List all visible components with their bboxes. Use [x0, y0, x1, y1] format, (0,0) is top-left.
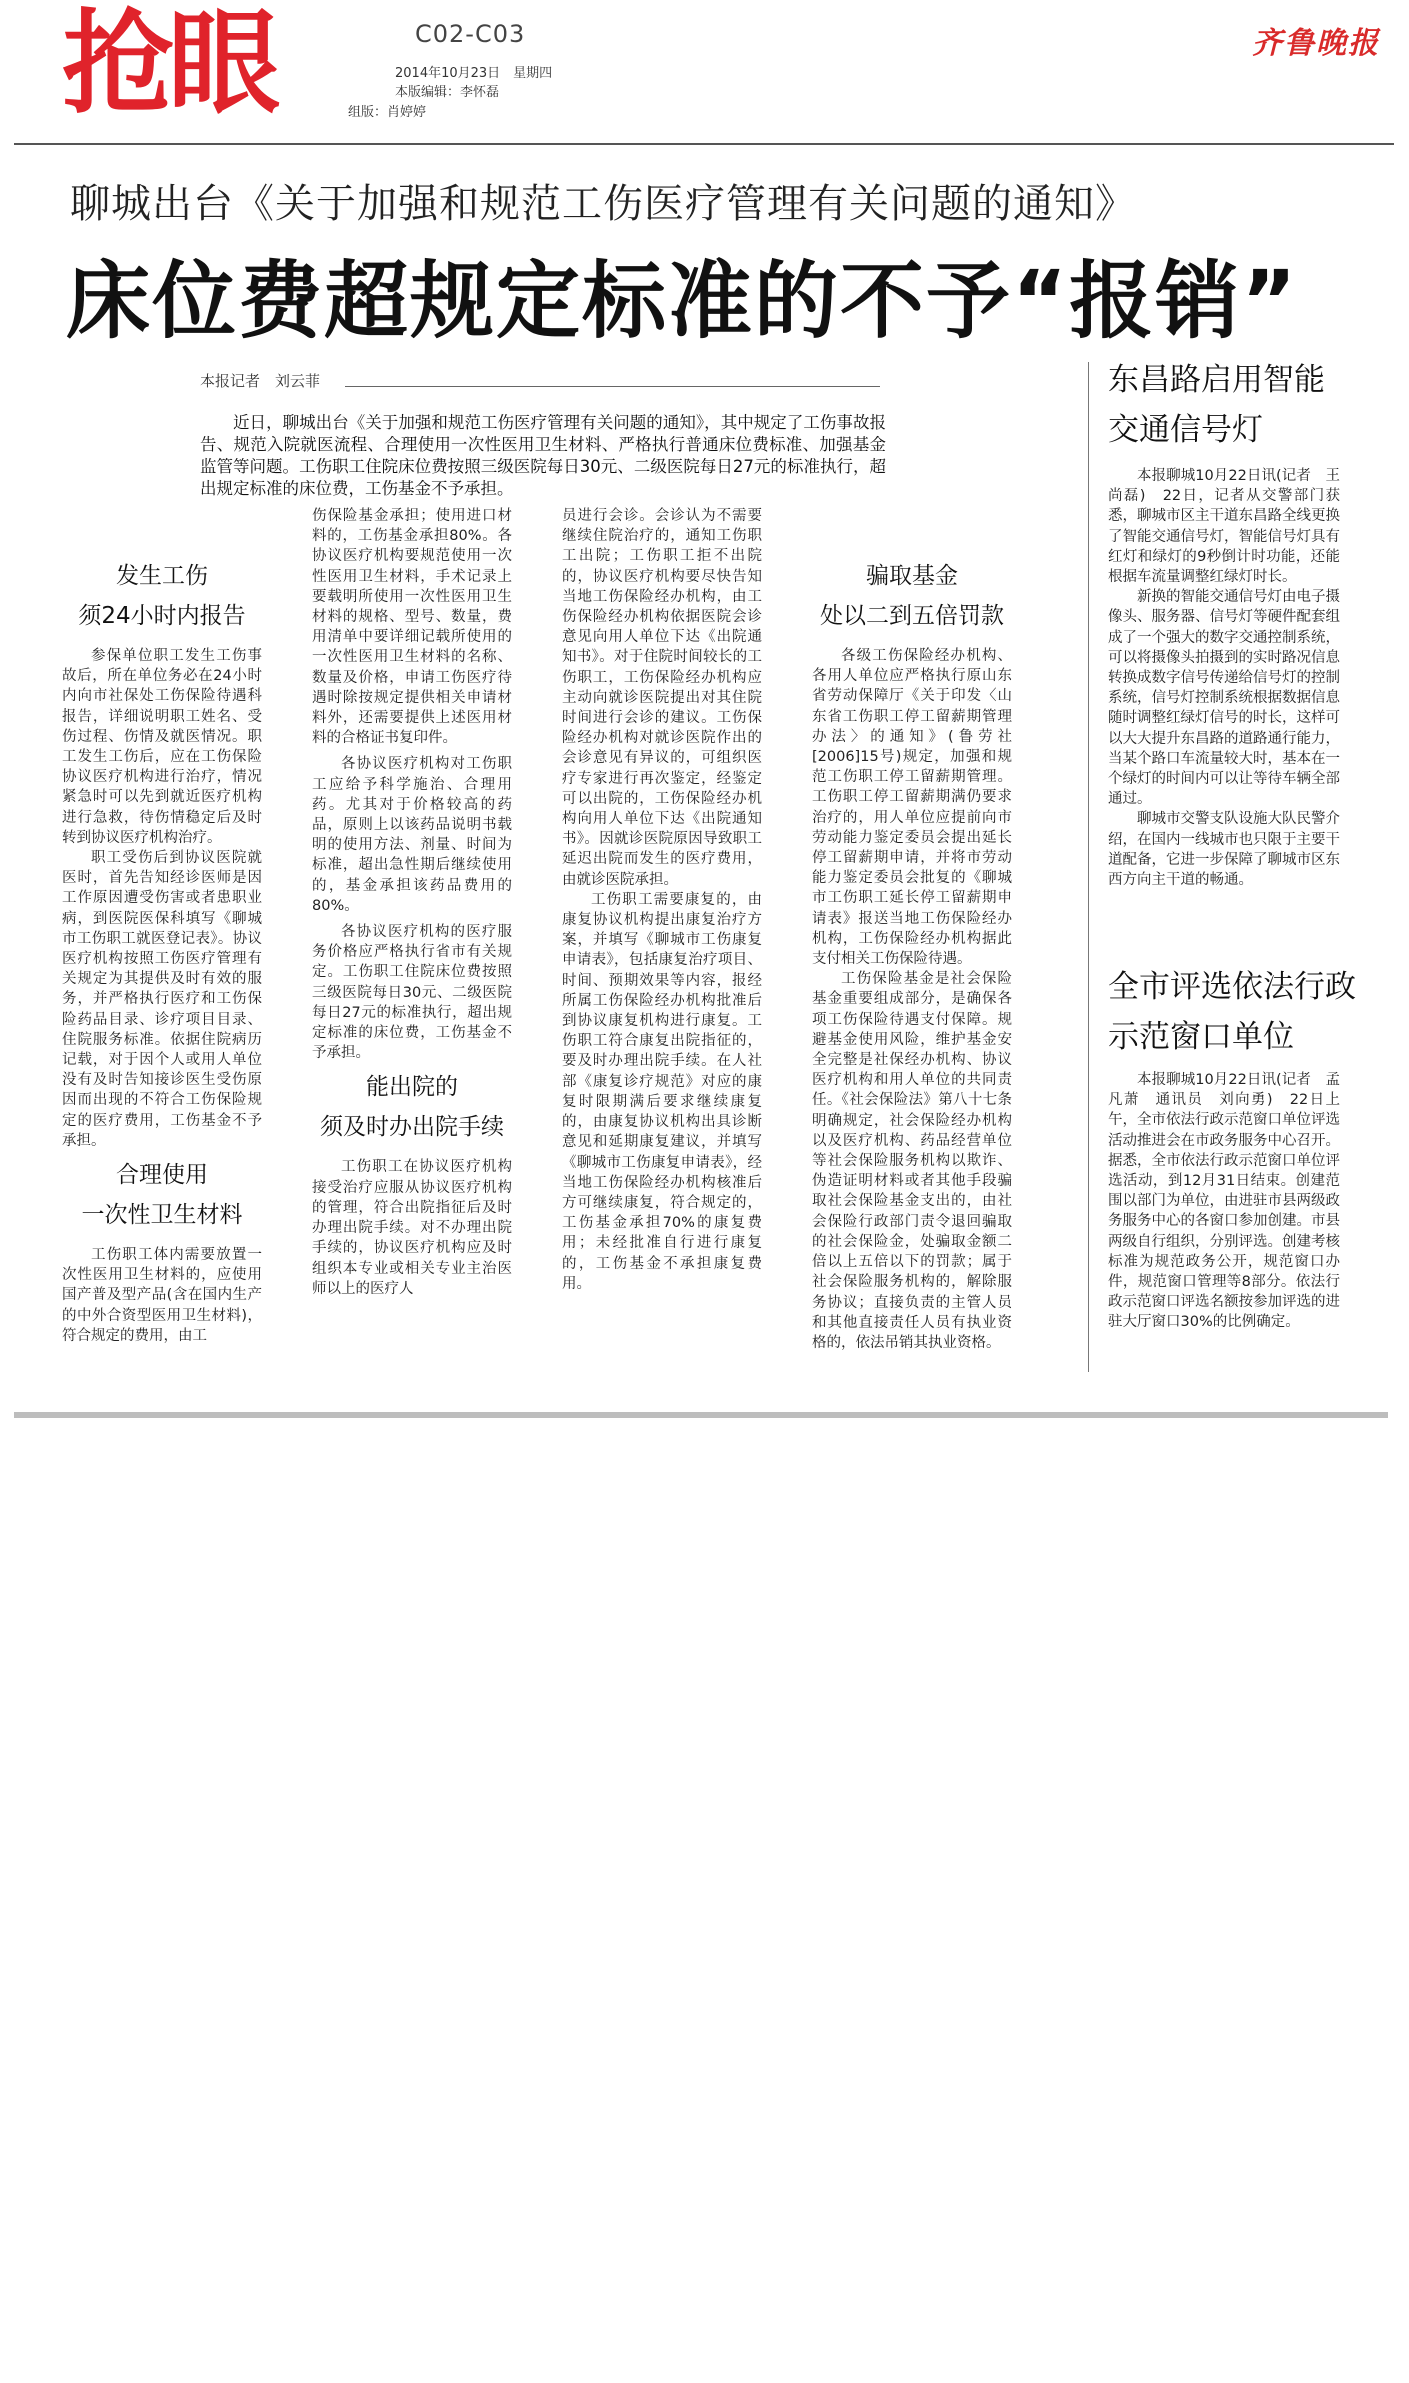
page-designer: 组版：肖婷婷 [348, 105, 427, 120]
byline-rule [345, 386, 880, 387]
paragraph: 工伤职工在协议医疗机构接受治疗应服从协议医疗机构的管理，符合出院指征后及时办理出院手续。对不办理出院手续的，协议医疗机构应及时组织本专业或相关专业主治医师以上的医疗人 [312, 1159, 512, 1297]
sidebar-headline-window: 全市评选依法行政 示范窗口单位 [1108, 969, 1356, 1055]
sidebar-body-window [1108, 1070, 1340, 1333]
article-lead: 近日，聊城出台《关于加强和规范工伤医疗管理有关问题的通知》，其中规定了工伤事故报告、规范入院就医流程、合理使用一次性医用卫生材料、严格执行普通床位费标准、加强基金监管等问题。工伤职工住院床位费按照三级医院每日30元、二级医院每日27元的标准执行，超出规定标准的床位费，工伤基金不予承担。 [200, 413, 886, 498]
article-headline: 床位费超规定标准的不予“报销” [66, 252, 1299, 350]
subhead-discharge: 能出院的 须及时办出院手续 [320, 1074, 504, 1141]
article-byline: 本报记者 刘云菲 [200, 372, 321, 390]
sidebar-body-traffic [1108, 466, 1340, 890]
issue-date: 2014年10月23日 星期四 [395, 66, 553, 81]
sidebar-divider [1088, 362, 1089, 1372]
column-1 [62, 552, 262, 1346]
column-2 [312, 506, 512, 1299]
paragraph: 各协议医疗机构对工伤职工应给予科学施治、合理用药。尤其对于价格较高的药品，原则上以该药品说明书载明的使用方法、剂量、时间为标准，超出急性期后继续使用的，基金承担该药品费用的80%。 [312, 756, 512, 914]
subhead-report: 发生工伤 须24小时内报告 [78, 563, 246, 629]
paragraph: 各协议医疗机构的医疗服务价格应严格执行省市有关规定。工伤职工住院床位费按照三级医院每日30元、二级医院每日27元的标准执行，超出规定标准的床位费，工伤基金不予承担。 [312, 924, 512, 1062]
paragraph: 参保单位职工发生工伤事故后，所在单位务必在24小时内向市社保处工伤保险待遇科报告，详细说明职工姓名、受伤过程、伤情及就医情况。职工发生工伤后，应在工伤保险协议医疗机构进行治疗，情况紧急时可以先到就近医疗机构进行急救，待伤情稳定后及时转到协议医疗机构治疗。 [62, 648, 262, 846]
paragraph: 新换的智能交通信号灯由电子摄像头、服务器、信号灯等硬件配套组成了一个强大的数字交通控制系统，可以将摄像头拍摄到的实时路况信息转换成数字信号传递给信号灯的控制系统，信号灯控制系统根据数据信息随时调整红绿灯信号的时长，这样可以大大提升东昌路的道路通行能力，当某个路口车流量较大时，基本在一个绿灯的时间内可以让等待车辆全部通过。 [1108, 589, 1340, 808]
paragraph: 聊城市交警支队设施大队民警介绍，在国内一线城市也只限于主要干道配备，它进一步保障了聊城市区东西方向主干道的畅通。 [1108, 811, 1340, 889]
sidebar-headline-traffic: 东昌路启用智能 交通信号灯 [1108, 362, 1325, 448]
page-number: C02-C03 [415, 20, 526, 48]
article-kicker: 聊城出台《关于加强和规范工伤医疗管理有关问题的通知》 [70, 181, 1136, 227]
page-editor: 本版编辑：李怀磊 [395, 85, 500, 100]
subhead-fraud: 骗取基金 处以二到五倍罚款 [820, 563, 1004, 629]
paragraph: 伤保险基金承担；使用进口材料的，工伤基金承担80%。各协议医疗机构要规范使用一次性医用卫生材料，手术记录上要载明所使用一次性医用卫生材料的规格、型号、数量，费用清单中要详细记载所使用的一次性医用卫生材料的名称、数量及价格，申请工伤医疗待遇时除按规定提供相关申请材料外，还需要提供上述医用材料的合格证书复印件。 [312, 508, 512, 747]
paragraph: 工伤职工体内需要放置一次性医用卫生材料的，应使用国产普及型产品(含在国内生产的中外合资型医用卫生材料)，符合规定的费用，由工 [62, 1247, 262, 1344]
column-4 [812, 552, 1012, 1353]
top-rule [14, 143, 1394, 145]
paragraph: 员进行会诊。会诊认为不需要继续住院治疗的，通知工伤职工出院；工伤职工拒不出院的，协议医疗机构要尽快告知当地工伤保险经办机构，由工伤保险经办机构依据医院会诊意见向用人单位下达《出院通知书》。对于住院时间较长的工伤职工，工伤保险经办机构应主动向就诊医院提出对其住院时间进行会诊的建议。工伤保险经办机构对就诊医院作出的会诊意见有异议的，可组织医疗专家进行再次鉴定，经鉴定可以出院的，工伤保险经办机构向用人单位下达《出院通知书》。因就诊医院原因导致职工延迟出院而发生的医疗费用，由就诊医院承担。 [562, 508, 762, 888]
paragraph: 工伤保险基金是社会保险基金重要组成部分，是确保各项工伤保险待遇支付保障。规避基金使用风险，维护基金安全完整是社保经办机构、协议医疗机构和用人单位的共同责任。《社会保险法》第八十七条明确规定，社会保险经办机构以及医疗机构、药品经营单位等社会保险服务机构以欺诈、伪造证明材料或者其他手段骗取社会保险基金支出的，由社会保险行政部门责令退回骗取的社会保险金，处骗取金额二倍以上五倍以下的罚款；属于社会保险服务机构的，解除服务协议；直接负责的主管人员和其他直接责任人员有执业资格的，依法吊销其执业资格。 [812, 971, 1012, 1351]
paragraph: 职工受伤后到协议医院就医时，首先告知经诊医师是因工作原因遭受伤害或者患职业病，到医院医保科填写《聊城市工伤职工就医登记表》。协议医疗机构按照工伤医疗管理有关规定为其提供及时有效的服务，并严格执行医疗和工伤保险药品目录、诊疗项目目录、住院服务标准。依据住院病历记载，对于因个人或用人单位没有及时告知接诊医生受伤原因而出现的不符合工伤保险规定的医疗费用，工伤基金不予承担。 [62, 850, 262, 1149]
section-logo: 抢眼 [62, 0, 274, 129]
paragraph: 本报聊城10月22日讯(记者 孟凡萧 通讯员 刘向勇) 22日上午，全市依法行政示范窗口单位评选活动推进会在市政务服务中心召开。据悉，全市依法行政示范窗口单位评选活动，到12月31日结束。创建范围以部门为单位，由进驻市县两级政务服务中心的各窗口参加创建。市县两级自行组织，分别评选。创建考核标准为规范政务公开，规范窗口办件，规范窗口管理等8部分。依法行政示范窗口评选名额按参加评选的进驻大厅窗口30%的比例确定。 [1108, 1072, 1340, 1331]
paragraph: 工伤职工需要康复的，由康复协议机构提出康复治疗方案，并填写《聊城市工伤康复申请表》，包括康复治疗项目、时间、预期效果等内容，报经所属工伤保险经办机构批准后到协议康复机构进行康复。工伤职工符合康复出院指征的，要及时办理出院手续。在人社部《康复诊疗规范》对应的康复时限期满后要求继续康复的，由康复协议机构出具诊断意见和延期康复建议，并填写《聊城市工伤康复申请表》，经当地工伤保险经办机构核准后方可继续康复，符合规定的，工伤基金承担70%的康复费用；未经批准自行进行康复的，工伤基金不承担康复费用。 [562, 891, 762, 1292]
newspaper-logo: 齐鲁晚报 [1252, 26, 1380, 61]
bottom-rule [14, 1412, 1388, 1418]
column-3 [562, 506, 762, 1294]
paragraph: 各级工伤保险经办机构、各用人单位应严格执行原山东省劳动保障厅《关于印发〈山东省工伤职工停工留薪期管理办法〉的通知》(鲁劳社[2006]15号)规定，加强和规范工伤职工停工留薪期管理。工伤职工停工留薪期满仍要求治疗的，用人单位应提前向市劳动能力鉴定委员会提出延长停工留薪期申请，并将市劳动能力鉴定委员会批复的《聊城市工伤职工延长停工留薪期申请表》报送当地工伤保险经办机构，工伤保险经办机构据此支付相关工伤保险待遇。 [812, 648, 1012, 968]
subhead-materials: 合理使用 一次性卫生材料 [81, 1162, 243, 1229]
paragraph: 本报聊城10月22日讯(记者 王尚磊) 22日，记者从交警部门获悉，聊城市区主干道东昌路全线更换了智能交通信号灯，智能信号灯具有红灯和绿灯的9秒倒计时功能，还能根据车流量调整红绿灯时长。 [1108, 468, 1340, 586]
